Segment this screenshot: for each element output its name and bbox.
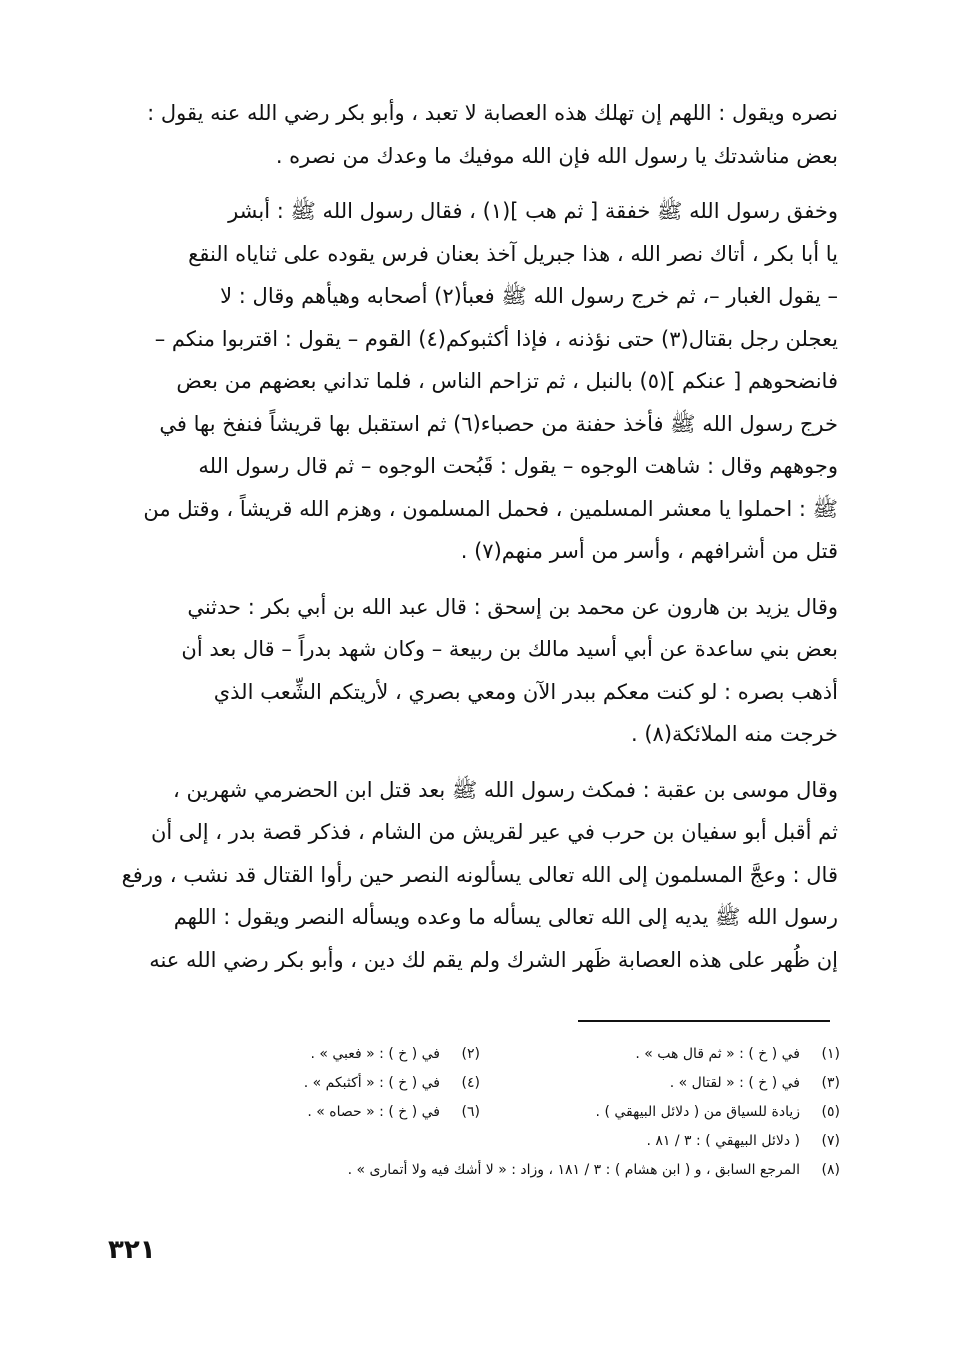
footnote-divider xyxy=(578,1020,830,1022)
footnote-row xyxy=(178,1098,840,1127)
text-line: فانضحوهم [ عنكم ](٥) بالنبل ، ثم تزاحم الناس ، فلما تداني بعضهم من بعض xyxy=(176,369,838,393)
text-line: إن ظُهر على هذه العصابة ظَهر الشرك ولم يقم لك دين ، وأبو بكر رضي الله عنه xyxy=(149,947,838,972)
footnote-text: ( دلائل البيهقي ) : ٣ / ٨١ . xyxy=(646,1133,800,1149)
page-number: ٣٢١ xyxy=(108,1235,156,1265)
footnote xyxy=(646,1127,840,1156)
text-line: خرج رسول الله ﷺ فأخذ حفنة من حصباء(٦) ثم استقبل بها قريشاً فنفخ بها في xyxy=(159,411,838,436)
text-line: بعض بني ساعدة عن أبي أسيد مالك بن ربيعة – وكان شهد بدراً – قال بعد أن xyxy=(181,637,838,661)
paragraph xyxy=(108,586,838,756)
text-line: قال : وعجَّ المسلمون إلى الله تعالى يسألونه النصر حين رأوا القتال قد نشب ، ورفع xyxy=(121,862,838,887)
text-line: وجوههم وقال : شاهت الوجوه – يقول : قَبُحت الوجوه – ثم قال رسول الله xyxy=(198,454,838,478)
text-line: يعجلن رجل بقتال(٣) حتى نؤذنه ، فإذا أكثبوكم(٤) القوم – يقول : اقتربوا منكم – xyxy=(154,326,838,351)
footnote-number: (٣) xyxy=(821,1075,840,1091)
footnote xyxy=(348,1156,840,1185)
text-line: ثم أقبل أبو سفيان بن حرب في عير لقريش من الشام ، فذكر قصة بدر ، إلى أن xyxy=(150,820,838,844)
text-line: رسول الله ﷺ يديه إلى الله تعالى يسأله ما وعده ويسأله النصر ويقول : اللهم xyxy=(173,905,838,929)
footnote xyxy=(480,1040,840,1069)
text-line: وقال موسى بن عقبة : فمكث رسول الله ﷺ بعد قتل ابن الحضرمي شهرين ، xyxy=(173,777,838,802)
text-line: نصره ويقول : اللهم إن تهلك هذه العصابة لا تعبد ، وأبو بكر رضي الله عنه يقول : xyxy=(147,101,838,125)
footnote xyxy=(310,1040,480,1069)
text-line: وخفق رسول الله ﷺ خفقة [ ثم هب ](١) ، فقال رسول الله ﷺ : أبشر xyxy=(228,199,838,223)
text-line: وقال يزيد بن هارون عن محمد بن إسحق : قال عبد الله بن أبي بكر : حدثني xyxy=(187,594,838,619)
footnotes xyxy=(178,1040,840,1185)
footnote-number: (٦) xyxy=(461,1104,480,1120)
footnote-row xyxy=(178,1156,840,1185)
text-line: أذهب بصره : لو كنت معكم ببدر الآن ومعي بصري ، لأريتكم الشِّعب الذي xyxy=(213,679,838,704)
text-line: ﷺ : احملوا يا معشر المسلمين ، فحمل المسلمون ، وهزم الله قريشاً ، وقتل من xyxy=(143,496,838,521)
text-line: يا أبا بكر ، أتاك نصر الله ، هذا جبريل آخذ بعنان فرس يقوده على ثناياه النقع xyxy=(188,241,838,266)
footnote-row xyxy=(178,1069,840,1098)
paragraph xyxy=(108,92,838,177)
footnote xyxy=(480,1098,840,1127)
paragraph xyxy=(108,190,838,573)
footnote xyxy=(304,1069,480,1098)
footnote-text: زيادة للسياق من ( دلائل البيهقي ) . xyxy=(595,1104,800,1120)
footnote-text: في ( خ ) : « حصاه » . xyxy=(307,1104,440,1120)
footnote xyxy=(480,1069,840,1098)
footnote xyxy=(307,1098,480,1127)
footnote-number: (٨) xyxy=(821,1162,840,1178)
footnote-number: (٢) xyxy=(461,1046,480,1062)
footnote-row xyxy=(178,1040,840,1069)
text-line: قتل من أشرافهم ، وأسر من أسر منهم(٧) . xyxy=(460,539,838,563)
footnote-row xyxy=(178,1127,840,1156)
paragraph xyxy=(108,769,838,982)
main-text xyxy=(108,92,838,981)
text-line: – يقول الغبار –، ثم خرج رسول الله ﷺ فعبأ(٢) أصحابه وهيأهم وقال : لا xyxy=(220,284,838,308)
text-line: بعض مناشدتك يا رسول الله فإن الله موفيك ما وعدك من نصره . xyxy=(275,143,838,168)
footnote-text: في ( خ ) : « ثم قال هب » . xyxy=(635,1046,800,1062)
footnote-text: المرجع السابق ، و ( ابن هشام ) : ٣ / ١٨١ ، وزاد : « لا أشك فيه ولا أتمارى » . xyxy=(347,1162,800,1178)
footnote-number: (٤) xyxy=(461,1075,480,1091)
footnote-number: (٥) xyxy=(821,1104,840,1120)
footnote-text: في ( خ ) : « فعبي » . xyxy=(310,1046,440,1062)
footnote-number: (١) xyxy=(821,1046,840,1062)
footnote-number: (٧) xyxy=(821,1133,840,1149)
footnote-text: في ( خ ) : « أكثبكم » . xyxy=(303,1075,440,1091)
text-line: خرجت منه الملائكة(٨) . xyxy=(631,722,838,746)
footnote-text: في ( خ ) : « لقتال » . xyxy=(669,1075,800,1091)
